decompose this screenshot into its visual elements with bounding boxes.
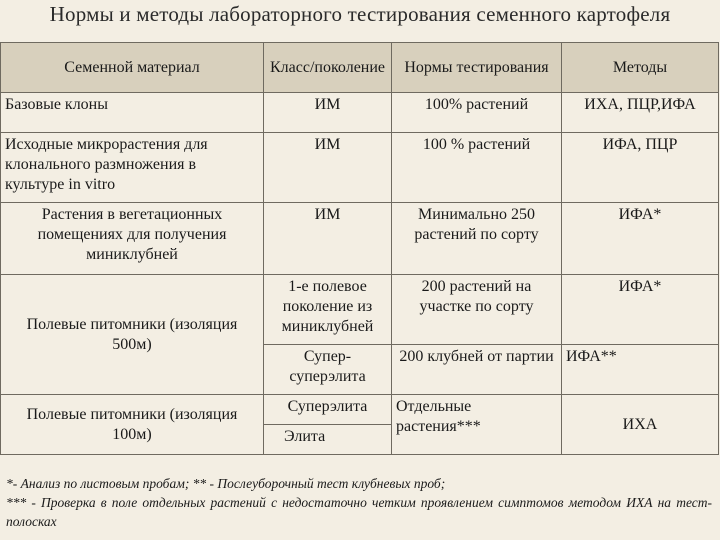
testing-norms-table	[0, 42, 719, 455]
footnote-1: *- Анализ по листовым пробам; ** - Послеуборочный тест клубневых проб;	[6, 476, 446, 491]
cell-norms: 100% растений	[392, 93, 562, 133]
cell-class: ИМ	[264, 133, 392, 203]
cell-class: Суперэлита	[264, 395, 392, 425]
cell-material: Полевые питомники (изоляция 500м)	[1, 275, 264, 395]
header-norms: Нормы тестирования	[392, 43, 562, 93]
cell-norms: 100 % растений	[392, 133, 562, 203]
footnotes	[6, 474, 712, 531]
cell-material: Растения в вегетационных помещениях для получения миниклубней	[1, 203, 264, 275]
page-title: Нормы и методы лабораторного тестирования семенного картофеля	[49, 2, 671, 26]
cell-norms: Минимально 250 растений по сорту	[392, 203, 562, 275]
cell-class: Элита	[264, 425, 392, 455]
cell-material: Исходные микрорастения для клонального размножения в культуре in vitro	[1, 133, 264, 203]
cell-class: Супер-суперэлита	[264, 345, 392, 395]
table-row	[1, 395, 719, 425]
table-row	[1, 133, 719, 203]
cell-class: ИМ	[264, 203, 392, 275]
cell-methods: ИФА*	[562, 275, 719, 345]
footnote-2: *** - Проверка в поле отдельных растений с недостаточно четким проявлением симптомов методом ИХА на тест-полосках	[6, 495, 712, 529]
header-methods: Методы	[562, 43, 719, 93]
header-material: Семенной материал	[1, 43, 264, 93]
cell-methods: ИФА, ПЦР	[562, 133, 719, 203]
cell-material: Полевые питомники (изоляция 100м)	[1, 395, 264, 455]
table-row	[1, 275, 719, 345]
cell-methods: ИФА*	[562, 203, 719, 275]
cell-norms: 200 растений на участке по сорту	[392, 275, 562, 345]
cell-material: Базовые клоны	[1, 93, 264, 133]
table-row	[1, 93, 719, 133]
table-header-row	[1, 43, 719, 93]
table-row	[1, 203, 719, 275]
cell-norms: Отдельные растения***	[392, 395, 562, 455]
cell-norms: 200 клубней от партии	[392, 345, 562, 395]
cell-methods: ИФА**	[562, 345, 719, 395]
cell-methods: ИХА	[562, 395, 719, 455]
cell-class: 1-е полевое поколение из миниклубней	[264, 275, 392, 345]
cell-methods: ИХА, ПЦР,ИФА	[562, 93, 719, 133]
cell-class: ИМ	[264, 93, 392, 133]
header-class: Класс/поколение	[264, 43, 392, 93]
